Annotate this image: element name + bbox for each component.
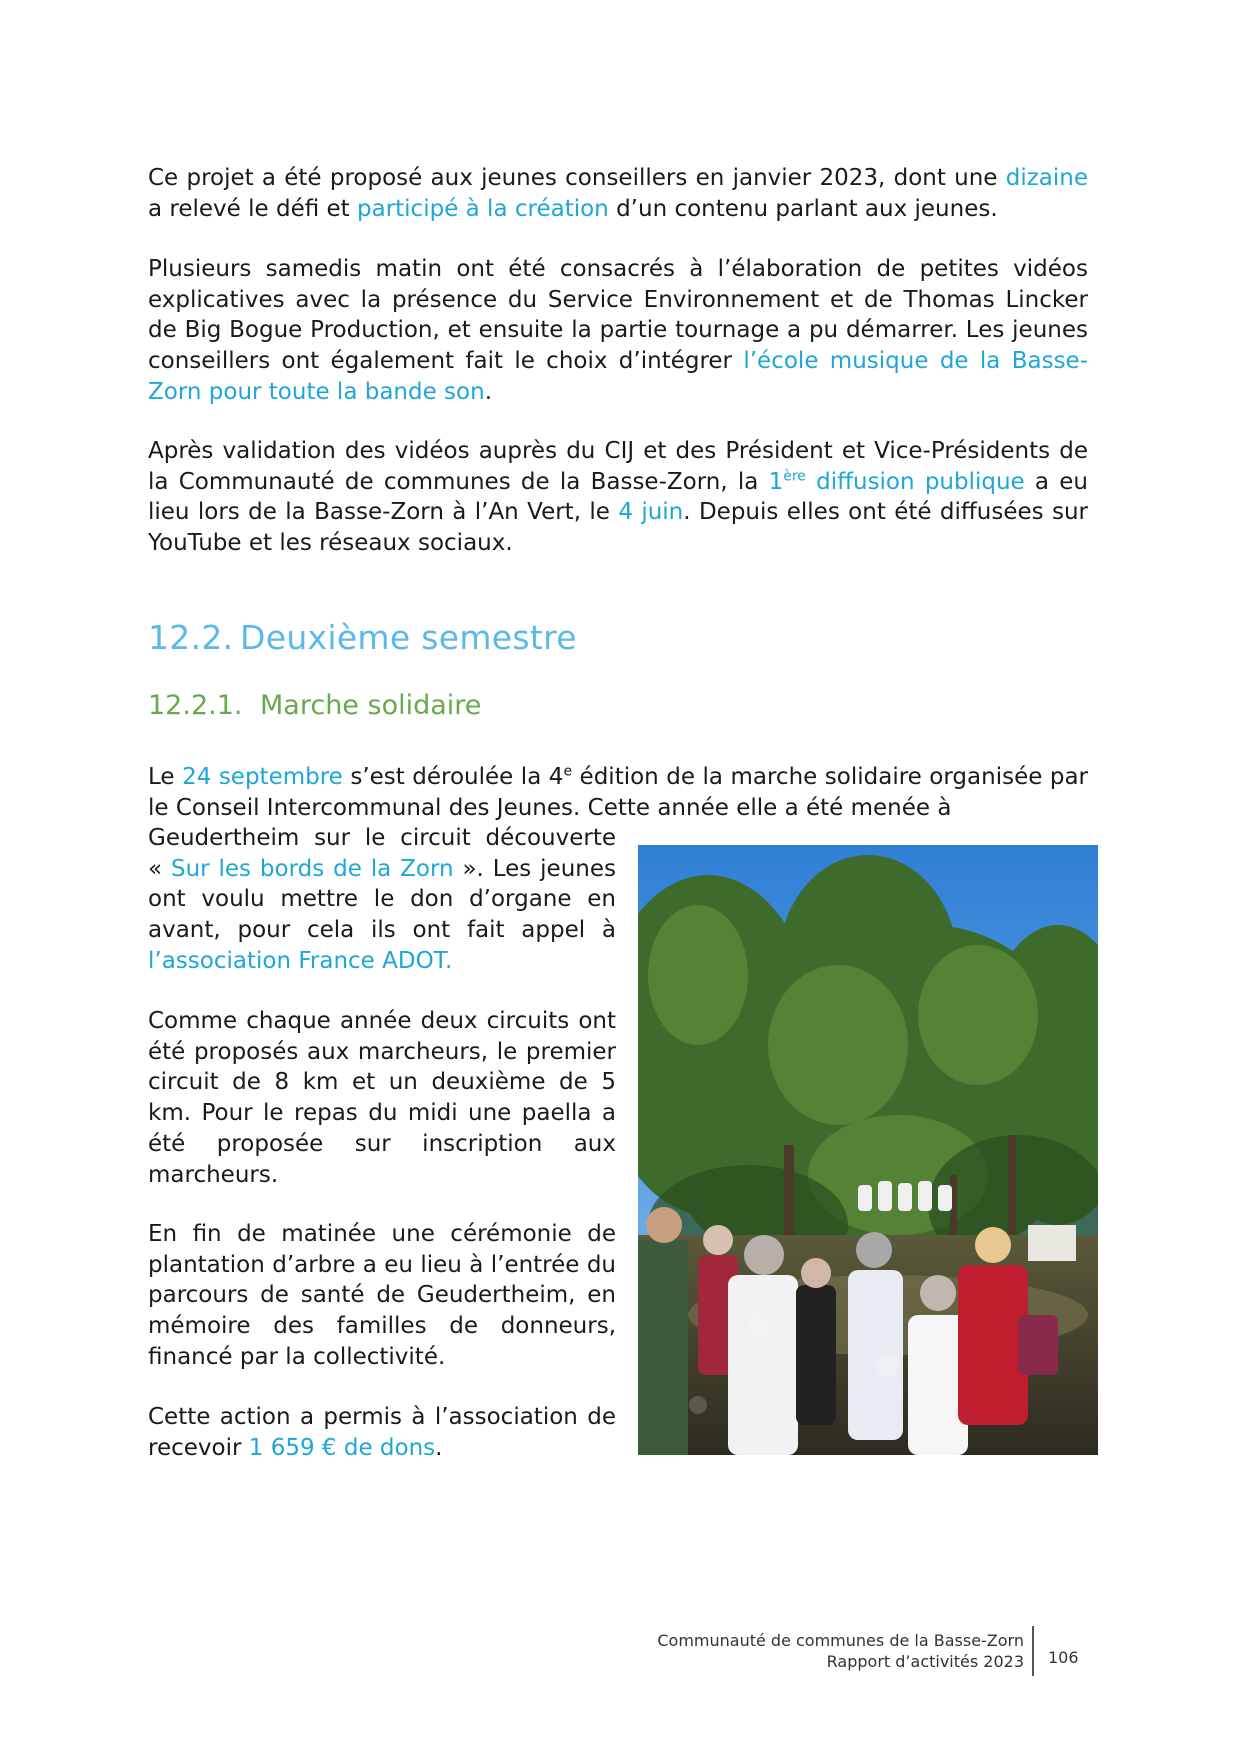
page-number: 106 [1048, 1648, 1079, 1667]
march-photo [638, 845, 1098, 1455]
section-number: 12.2. [148, 618, 234, 657]
highlight-association: l’association France ADOT. [148, 947, 453, 974]
highlight-participation: participé à la création [357, 195, 609, 222]
subsection-number: 12.2.1. [148, 690, 243, 721]
paragraph-circuit: Geudertheim sur le circuit découverte « Sur les bords de la Zorn ». Les jeunes ont voulu mettre le don d’organe en avant, pour cela ils ont fait appel à l’association France ADOT. [148, 825, 616, 974]
highlight-date-juin: 4 juin [618, 499, 684, 526]
highlight-music-school: l’école musique de la Basse-Zorn pour toute la bande son [148, 348, 1088, 405]
footer-report-title: Rapport d’activités 2023 [826, 1652, 1024, 1671]
highlight-circuit-name: Sur les bords de la Zorn [170, 855, 454, 882]
footer-divider [1032, 1626, 1034, 1676]
paragraph-march-intro: Le 24 septembre s’est déroulée la 4e édition de la marche solidaire organisée par le Conseil Intercommunal des Jeunes. Cette année elle a été menée à [148, 763, 1089, 821]
page-footer [657, 1630, 1024, 1672]
highlight-dizaine: dizaine [1005, 165, 1088, 191]
march-photo-illustration [638, 845, 1098, 1455]
section-heading [148, 618, 577, 657]
subsection-title: Marche solidaire [260, 690, 482, 721]
highlight-date-septembre: 24 septembre [182, 764, 343, 790]
paragraph-donations: Cette action a permis à l’association de recevoir 1 659 € de dons. [148, 1404, 616, 1461]
paragraph-ceremony: En fin de matinée une cérémonie de plantation d’arbre a eu lieu à l’entrée du parcours de santé de Geudertheim, en mémoire des familles de donneurs, financé par la collectivité. [148, 1221, 616, 1370]
paragraph-project-intro: Ce projet a été proposé aux jeunes conseillers en janvier 2023, dont une dizaine a relevé le défi et participé à la création d’un contenu parlant aux jeunes. [148, 165, 1088, 222]
highlight-donations: 1 659 € de dons [248, 1434, 436, 1461]
paragraph-video-production: Plusieurs samedis matin ont été consacrés à l’élaboration de petites vidéos explicatives avec la présence du Service Environnement et de Thomas Lincker de Big Bogue Production, et ensuite la partie tournage a pu démarrer. Les jeunes conseillers ont également fait le choix d’intégrer l’école musique de la Basse-Zorn pour toute la bande son. [148, 256, 1088, 405]
section-title: Deuxième semestre [240, 618, 577, 657]
paragraph-diffusion: Après validation des vidéos auprès du CIJ et des Président et Vice-Présidents de la Communauté de communes de la Basse-Zorn, la 1ère diffusion publique a eu lieu lors de la Basse-Zorn à l’An Vert, le 4 juin. Depuis elles ont été diffusées sur YouTube et les réseaux sociaux. [148, 438, 1088, 557]
paragraph-circuits: Comme chaque année deux circuits ont été proposés aux marcheurs, le premier circuit de 8 km et un deuxième de 5 km. Pour le repas du midi une paella a été proposée sur inscription aux marcheurs. [148, 1008, 616, 1188]
footer-organization: Communauté de communes de la Basse-Zorn [657, 1631, 1024, 1650]
subsection-heading [148, 690, 481, 721]
highlight-diffusion: 1ère diffusion publique [768, 468, 1025, 495]
